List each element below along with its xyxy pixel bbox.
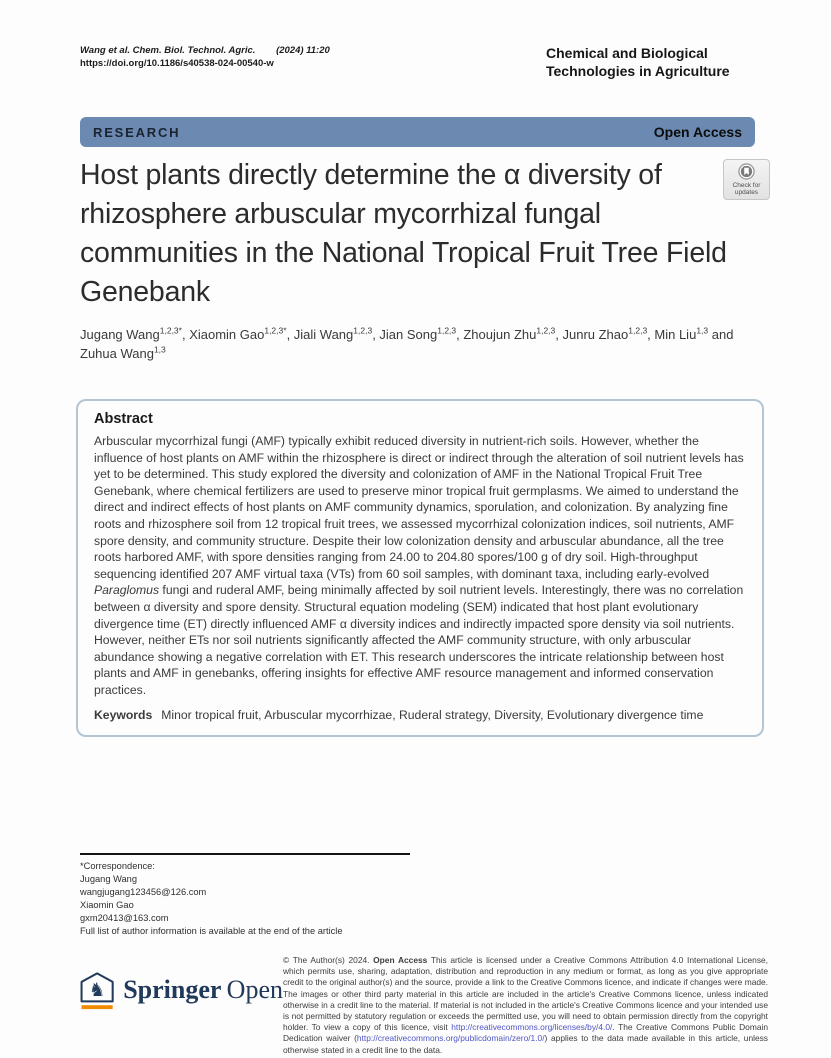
correspondence-block: [80, 853, 500, 938]
license-text: © The Author(s) 2024. Open Access This article is licensed under a Creative Commons Attribution 4.0 International License, which permits use, sharing, adaptation, distribution and reproduction in any medium or format, as long as you give appropriate credit to the original author(s) and the source, provide a link to the Creative Commons licence, and indicate if changes were made. The images or other third party material in this article are included in the article's Creative Commons licence, unless indicated otherwise in a credit line to the material. If material is not included in the article's Creative Commons licence and your intended use is not permitted by statutory regulation or exceeds the permitted use, you will need to obtain permission directly from the copyright holder. To view a copy of this licence, visit http://creativecommons.org/licenses/by/4.0/. The Creative Commons Public Domain Dedication waiver (http://creativecommons.org/publicdomain/zero/1.0/) applies to the data made available in this article, unless otherwise stated in a credit line to the data.: [283, 955, 768, 1055]
correspondence-divider: [80, 853, 410, 855]
publisher-logo: [80, 955, 283, 1056]
citation-issue: (2024) 11:20: [276, 45, 330, 56]
check-for-updates-badge[interactable]: [723, 159, 770, 200]
author-affiliation-sup: 1,2,3*: [159, 325, 182, 336]
author-affiliation-sup: 1,2,3: [536, 325, 556, 336]
author-affiliation-sup: 1,2,3: [353, 325, 373, 336]
title-block: [80, 156, 770, 312]
correspondence-lines: [80, 860, 500, 938]
author-affiliation-sup: 1,2,3*: [264, 325, 287, 336]
author-list: Jugang Wang$^{1,2,3*}$, Xiaomin Gao$^{1,2,3*}$, Jiali Wang$^{1,2,3}$, Jian Song$^{1,2,3}$, Zhoujun Zhu$^{1,2,3}$, Junru Zhao$^{1,2,3}$, Min Liu$^{1,3}$ and Zuhua Wang$^{1,3}$: [80, 325, 734, 361]
correspondence-line: Jugang Wang: [80, 874, 138, 884]
publisher-wordmark: [123, 967, 283, 1013]
page-footer: [80, 955, 768, 1056]
citation-block: [80, 45, 330, 80]
correspondence-line: *Correspondence:: [80, 861, 155, 871]
doi-link[interactable]: https://doi.org/10.1186/s40538-024-00540-w: [80, 57, 274, 69]
abstract-body: Arbuscular mycorrhizal fungi (AMF) typically exhibit reduced diversity in nutrient-rich soils. However, whether the influence of host plants on AMF within the rhizosphere is direct or indirect through the alteration of soil nutrient levels has yet to be determined. This study explored the diversity and colonization of AMF in the National Tropical Fruit Tree Genebank, where chemical fertilizers are used to preserve minor tropical fruit germplasms. We aimed to understand the direct and indirect effects of host plants on AMF community dynamics, sporulation, and colonization. By analyzing fine roots and rhizosphere soil from 12 tropical fruit trees, we assessed mycorrhizal colonization indices, soil nutrients, AMF spore density, and community structure. Despite their low colonization density and arbuscular abundance, all the tree roots harbored AMF, with spore densities ranging from 24.00 to 204.80 spores/100 g of dry soil. High-throughput sequencing identified 207 AMF virtual taxa (VTs) from 60 soil samples, with dominant taxa, including early-evolved Paraglomus fungi and ruderal AMF, being minimally affected by soil nutrient levels. Interestingly, there was no correlation between α diversity and spore density. Structural equation modeling (SEM) indicated that host plant evolutionary divergence time (ET) directly influenced AMF α diversity indices and indirectly impacted spore density via soil nutrients. However, neither ETs nor soil nutrients significantly affected the AMF community structure, with only arbuscular abundance showing a negative correlation with ET. This research underscores the intricate relationship between host plants and AMF in genebanks, offering insights for effective AMF resource management and informed conservation practices.: [94, 434, 744, 697]
page-header: [80, 45, 758, 80]
journal-name: Chemical and Biological Technologies in Agriculture: [546, 45, 730, 79]
keywords-line: [94, 707, 747, 724]
publisher-word-open: Open: [226, 975, 283, 1004]
correspondence-line: Full list of author information is available at the end of the article: [80, 926, 343, 936]
springer-horse-icon: [80, 967, 114, 1017]
author-affiliation-sup: 1,2,3: [628, 325, 648, 336]
article-title: Host plants directly determine the α diversity of rhizosphere arbuscular mycorrhizal fungal communities in the National Tropical Fruit Tree Field Genebank: [80, 159, 727, 308]
check-updates-text-line1: Check for: [732, 181, 761, 189]
keywords-label: Keywords: [94, 707, 153, 722]
license-link[interactable]: http://creativecommons.org/publicdomain/zero/1.0/: [356, 1033, 545, 1044]
author-affiliation-sup: 1,3: [696, 325, 709, 336]
citation-source: Wang et al. Chem. Biol. Technol. Agric.: [80, 45, 256, 56]
section-label: RESEARCH: [93, 124, 181, 140]
keywords-text: Minor tropical fruit, Arbuscular mycorrhizae, Ruderal strategy, Diversity, Evolutionary divergence time: [161, 707, 704, 722]
correspondence-line: gxm20413@163.com: [80, 913, 169, 923]
abstract-heading: Abstract: [94, 411, 153, 427]
citation-line: [80, 45, 330, 58]
section-banner: [80, 117, 755, 147]
correspondence-line: wangjugang123456@126.com: [80, 887, 207, 897]
publisher-word-springer: Springer: [123, 975, 222, 1004]
license-link[interactable]: http://creativecommons.org/licenses/by/4.0/: [451, 1022, 613, 1033]
author-affiliation-sup: 1,3: [153, 344, 166, 355]
check-updates-text-line2: updates: [734, 189, 759, 196]
crossmark-icon: [738, 163, 755, 180]
author-affiliation-sup: 1,2,3: [437, 325, 457, 336]
open-access-label: Open Access: [653, 124, 742, 140]
abstract-box: [76, 399, 764, 737]
svg-text:♞: ♞: [88, 979, 106, 1001]
correspondence-line: Xiaomin Gao: [80, 900, 134, 910]
